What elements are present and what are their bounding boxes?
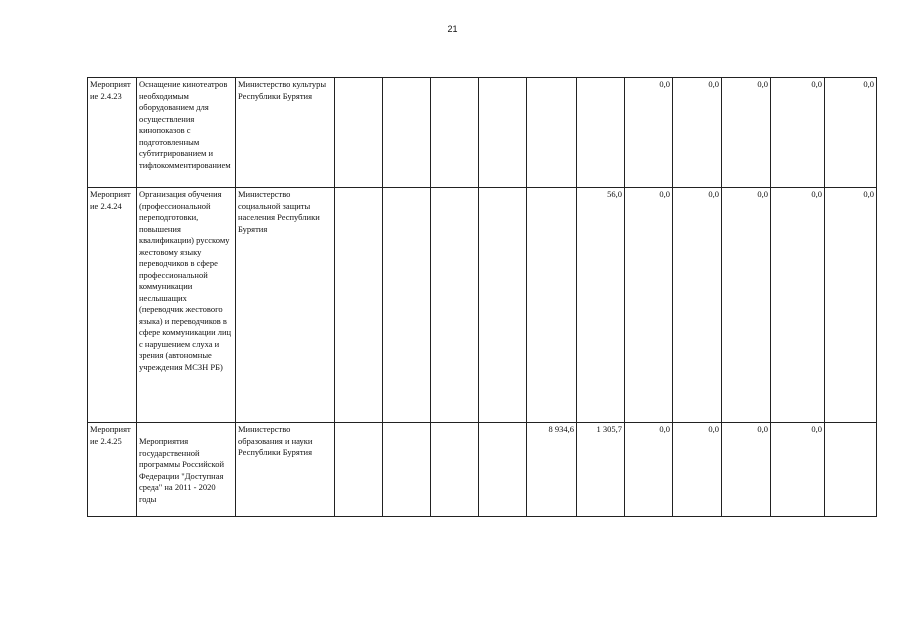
table-row	[88, 188, 877, 423]
value-cell: 0,0	[722, 188, 771, 423]
value-cell: 0,0	[673, 78, 722, 188]
value-cell	[383, 423, 431, 517]
value-cell	[383, 188, 431, 423]
measure-name: Оснащение кинотеатров необходимым оборудованием для осуществления кинопоказов с подготовленным субтитрированием и тифлокомментированием	[137, 78, 236, 188]
value-cell: 0,0	[771, 188, 825, 423]
value-cell: 0,0	[673, 188, 722, 423]
value-cell	[527, 78, 577, 188]
value-cell	[479, 423, 527, 517]
responsible-org: Министерство социальной защиты населения Республики Бурятия	[236, 188, 335, 423]
responsible-org: Министерство образования и науки Республики Бурятия	[236, 423, 335, 517]
value-cell: 0,0	[825, 78, 877, 188]
value-cell	[431, 188, 479, 423]
measure-code: Мероприятие 2.4.23	[88, 78, 137, 188]
measure-name: Организация обучения (профессиональной переподготовки, повышения квалификации) русскому жестовому языку переводчиков в сфере профессиональной коммуникации неслышащих (переводчик жестового языка) и переводчиков в сфере коммуникации лиц с нарушением слуха и зрения (автономные учреждения МСЗН РБ)	[137, 188, 236, 423]
value-cell	[383, 78, 431, 188]
responsible-org: Министерство культуры Республики Бурятия	[236, 78, 335, 188]
table-row	[88, 423, 877, 517]
value-cell: 1 305,7	[577, 423, 625, 517]
value-cell	[335, 188, 383, 423]
value-cell	[431, 423, 479, 517]
value-cell	[577, 78, 625, 188]
value-cell: 0,0	[722, 423, 771, 517]
value-cell	[479, 78, 527, 188]
value-cell: 0,0	[625, 423, 673, 517]
value-cell: 0,0	[625, 78, 673, 188]
page-number: 21	[447, 24, 458, 34]
value-cell	[825, 423, 877, 517]
value-cell: 0,0	[625, 188, 673, 423]
value-cell: 0,0	[673, 423, 722, 517]
measure-code: Мероприятие 2.4.25	[88, 423, 137, 517]
budget-table	[87, 77, 877, 517]
measure-code: Мероприятие 2.4.24	[88, 188, 137, 423]
table-row	[88, 78, 877, 188]
value-cell: 0,0	[722, 78, 771, 188]
measure-name: Мероприятия государственной программы Российской Федерации "Доступная среда" на 2011 - 2020 годы	[137, 423, 236, 517]
value-cell: 0,0	[825, 188, 877, 423]
value-cell: 56,0	[577, 188, 625, 423]
value-cell: 8 934,6	[527, 423, 577, 517]
value-cell: 0,0	[771, 78, 825, 188]
value-cell	[431, 78, 479, 188]
value-cell	[335, 78, 383, 188]
value-cell	[335, 423, 383, 517]
value-cell	[479, 188, 527, 423]
value-cell: 0,0	[771, 423, 825, 517]
value-cell	[527, 188, 577, 423]
